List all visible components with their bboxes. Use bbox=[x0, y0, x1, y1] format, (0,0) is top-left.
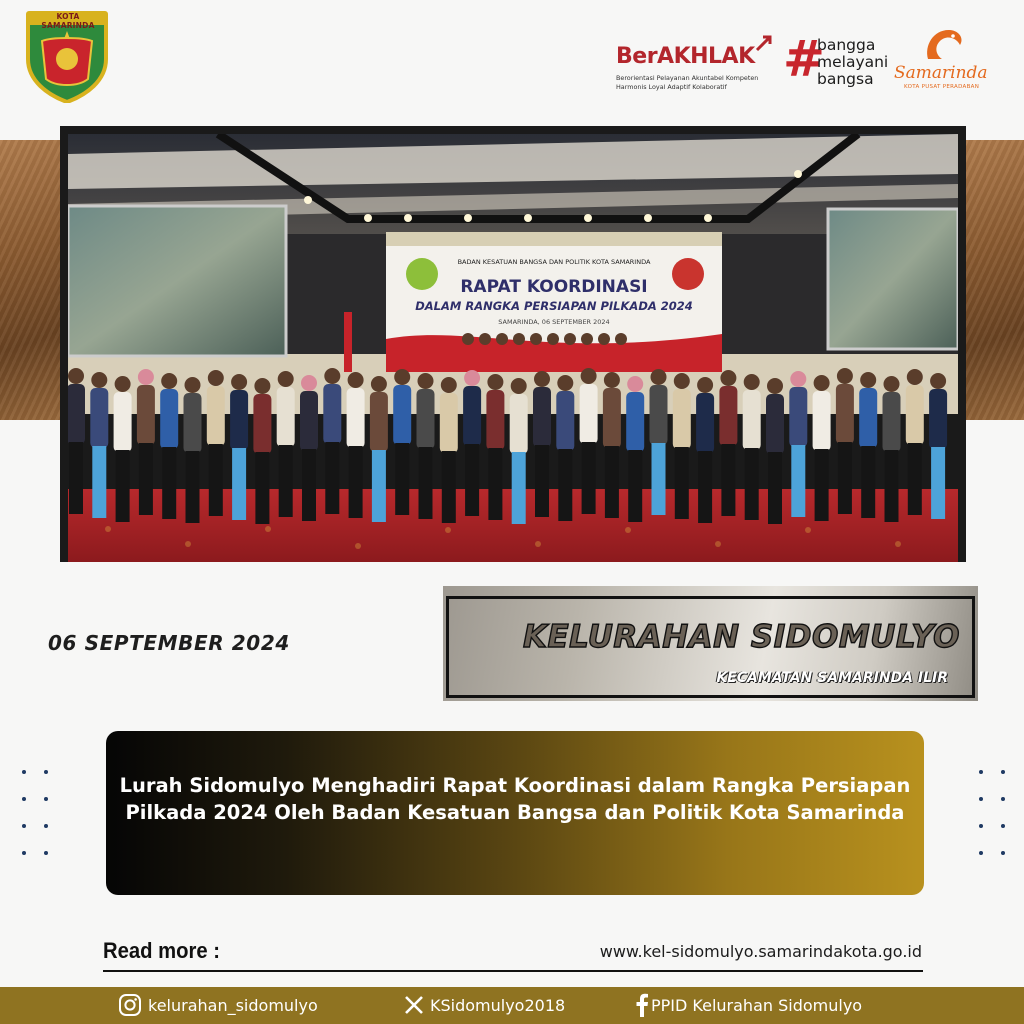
person-legs bbox=[255, 452, 269, 524]
person-body bbox=[347, 388, 365, 448]
person-body bbox=[719, 386, 737, 446]
pesut-icon bbox=[920, 25, 966, 65]
person-head bbox=[185, 377, 201, 393]
person-head bbox=[697, 377, 713, 393]
person-body bbox=[836, 384, 854, 444]
person-head bbox=[767, 378, 783, 394]
person-legs bbox=[302, 449, 316, 521]
person-legs bbox=[419, 447, 433, 519]
person-body bbox=[207, 386, 225, 446]
person-head bbox=[564, 333, 576, 345]
person-body bbox=[253, 394, 271, 454]
instagram-handle: kelurahan_sidomulyo bbox=[148, 995, 318, 1015]
person-legs bbox=[488, 448, 502, 520]
facebook-link[interactable] bbox=[635, 992, 862, 1018]
person-body bbox=[580, 384, 598, 444]
instagram-icon bbox=[118, 993, 142, 1017]
facebook-icon bbox=[635, 993, 649, 1017]
person-body bbox=[673, 389, 691, 449]
person-head bbox=[487, 374, 503, 390]
person-legs bbox=[558, 449, 572, 521]
banner-title-text: RAPAT KOORDINASI bbox=[460, 277, 648, 297]
person-legs bbox=[535, 445, 549, 517]
read-more-label: Read more : bbox=[103, 938, 220, 963]
bangga-line-2: melayani bbox=[817, 53, 889, 71]
person-head bbox=[651, 369, 667, 385]
person-head bbox=[394, 369, 410, 385]
person-head bbox=[627, 376, 643, 392]
banner-subtitle-text: DALAM RANGKA PERSIAPAN PILKADA 2024 bbox=[415, 299, 693, 313]
person-legs bbox=[628, 450, 642, 522]
person-head bbox=[231, 374, 247, 390]
website-link[interactable]: www.kel-sidomulyo.samarindakota.go.id bbox=[599, 942, 922, 961]
person-legs bbox=[582, 442, 596, 514]
person-legs bbox=[675, 447, 689, 519]
person-legs bbox=[652, 443, 666, 515]
person-body bbox=[906, 385, 924, 445]
person-head bbox=[930, 373, 946, 389]
person-legs bbox=[908, 443, 922, 515]
person-head bbox=[674, 373, 690, 389]
person-body bbox=[533, 387, 551, 447]
hashtag-glyph: # bbox=[783, 30, 825, 88]
person-body bbox=[766, 394, 784, 454]
wood-texture-left bbox=[0, 140, 68, 420]
event-date: 06 SEPTEMBER 2024 bbox=[48, 631, 290, 655]
banner-org-text: BADAN KESATUAN BANGSA DAN POLITIK KOTA SAMARINDA bbox=[457, 258, 651, 266]
facebook-page: PPID Kelurahan Sidomulyo bbox=[651, 995, 863, 1015]
person-body bbox=[68, 384, 85, 444]
person-legs bbox=[885, 450, 899, 522]
person-legs bbox=[465, 444, 479, 516]
x-icon bbox=[404, 995, 424, 1015]
person-head bbox=[138, 369, 154, 385]
kelurahan-title: KELURAHAN SIDOMULYO bbox=[522, 619, 960, 655]
person-body bbox=[323, 384, 341, 444]
person-body bbox=[510, 394, 528, 454]
person-body bbox=[393, 385, 411, 445]
person-head bbox=[860, 372, 876, 388]
person-head bbox=[324, 368, 340, 384]
kecamatan-subtitle: KECAMATAN SAMARINDA ILIR bbox=[716, 670, 948, 686]
person-legs bbox=[512, 452, 526, 524]
person-legs bbox=[186, 451, 200, 523]
x-link[interactable] bbox=[404, 992, 565, 1018]
person-body bbox=[486, 390, 504, 450]
person-head bbox=[814, 375, 830, 391]
person-body bbox=[90, 388, 108, 448]
person-head bbox=[115, 376, 131, 392]
person-legs bbox=[349, 446, 363, 518]
person-head bbox=[278, 371, 294, 387]
person-legs bbox=[698, 451, 712, 523]
person-legs bbox=[139, 443, 153, 515]
person-body bbox=[859, 388, 877, 448]
person-head bbox=[254, 378, 270, 394]
person-head bbox=[208, 370, 224, 386]
person-head bbox=[441, 377, 457, 393]
person-head bbox=[161, 373, 177, 389]
person-legs bbox=[791, 445, 805, 517]
person-head bbox=[534, 371, 550, 387]
person-legs bbox=[605, 446, 619, 518]
bangga-line-3: bangsa bbox=[817, 70, 874, 88]
person-head bbox=[513, 333, 525, 345]
berakhlak-logo bbox=[612, 34, 777, 94]
instagram-link[interactable] bbox=[118, 992, 318, 1018]
person-legs bbox=[116, 450, 130, 522]
person-head bbox=[462, 333, 474, 345]
person-head bbox=[511, 378, 527, 394]
person-head bbox=[615, 333, 627, 345]
x-handle: KSidomulyo2018 bbox=[430, 995, 566, 1015]
person-head bbox=[837, 368, 853, 384]
person-head bbox=[790, 371, 806, 387]
person-legs bbox=[279, 445, 293, 517]
person-legs bbox=[395, 443, 409, 515]
dots-decoration-left bbox=[22, 770, 52, 860]
person-head bbox=[418, 373, 434, 389]
person-legs bbox=[372, 450, 386, 522]
berakhlak-tagline: Berorientasi Pelayanan Akuntabel Kompeten Harmonis Loyal Adaptif Kolaboratif bbox=[616, 74, 759, 91]
person-body bbox=[743, 390, 761, 450]
person-body bbox=[556, 391, 574, 451]
samarinda-city-logo: Samarinda KOTA PUSAT PERADABAN bbox=[894, 25, 984, 97]
person-legs bbox=[768, 452, 782, 524]
person-legs bbox=[838, 442, 852, 514]
person-body bbox=[650, 385, 668, 445]
person-body bbox=[440, 393, 458, 453]
person-head bbox=[581, 333, 593, 345]
person-body bbox=[813, 391, 831, 451]
person-head bbox=[604, 372, 620, 388]
person-body bbox=[626, 392, 644, 452]
person-head bbox=[598, 333, 610, 345]
person-body bbox=[883, 392, 901, 452]
person-body bbox=[370, 392, 388, 452]
person-head bbox=[479, 333, 491, 345]
person-head bbox=[884, 376, 900, 392]
person-head bbox=[371, 376, 387, 392]
person-legs bbox=[931, 447, 945, 519]
person-body bbox=[277, 387, 295, 447]
person-head bbox=[348, 372, 364, 388]
person-head bbox=[91, 372, 107, 388]
person-body bbox=[603, 388, 621, 448]
person-legs bbox=[232, 448, 246, 520]
person-head bbox=[68, 368, 84, 384]
person-body bbox=[300, 391, 318, 451]
person-legs bbox=[69, 442, 83, 514]
person-body bbox=[789, 387, 807, 447]
read-more-divider bbox=[103, 970, 923, 972]
person-head bbox=[581, 368, 597, 384]
person-head bbox=[557, 375, 573, 391]
person-body bbox=[160, 389, 178, 449]
person-legs bbox=[325, 442, 339, 514]
person-body bbox=[184, 393, 202, 453]
bangga-line-1: bangga bbox=[817, 36, 876, 54]
bangga-melayani-bangsa-logo bbox=[783, 30, 898, 92]
berakhlak-word: BerAKHLAK bbox=[616, 44, 755, 69]
person-body bbox=[929, 389, 947, 449]
berakhlak-tick-icon bbox=[755, 34, 773, 52]
event-group-photo bbox=[68, 134, 958, 562]
banner-date-text: SAMARINDA, 06 SEPTEMBER 2024 bbox=[498, 318, 610, 326]
person-head bbox=[301, 375, 317, 391]
person-head bbox=[744, 374, 760, 390]
person-head bbox=[530, 333, 542, 345]
person-head bbox=[464, 370, 480, 386]
person-legs bbox=[745, 448, 759, 520]
person-legs bbox=[442, 451, 456, 523]
person-legs bbox=[815, 449, 829, 521]
person-body bbox=[417, 389, 435, 449]
person-body bbox=[137, 385, 155, 445]
person-head bbox=[547, 333, 559, 345]
person-legs bbox=[162, 447, 176, 519]
person-head bbox=[496, 333, 508, 345]
person-legs bbox=[92, 446, 106, 518]
person-head bbox=[720, 370, 736, 386]
person-body bbox=[114, 392, 132, 452]
person-body bbox=[696, 393, 714, 453]
person-body bbox=[463, 386, 481, 446]
person-legs bbox=[209, 444, 223, 516]
person-body bbox=[230, 390, 248, 450]
dots-decoration-right bbox=[979, 770, 1009, 860]
headline-text: Lurah Sidomulyo Menghadiri Rapat Koordinasi dalam Rangka Persiapan Pilkada 2024 Oleh Badan Kesatuan Bangsa dan Politik Kota Samarinda bbox=[119, 774, 911, 824]
wood-texture-right bbox=[958, 140, 1024, 420]
person-legs bbox=[861, 446, 875, 518]
emblem-label: KOTA SAMARINDA bbox=[41, 12, 95, 30]
person-head bbox=[907, 369, 923, 385]
person-legs bbox=[721, 444, 735, 516]
